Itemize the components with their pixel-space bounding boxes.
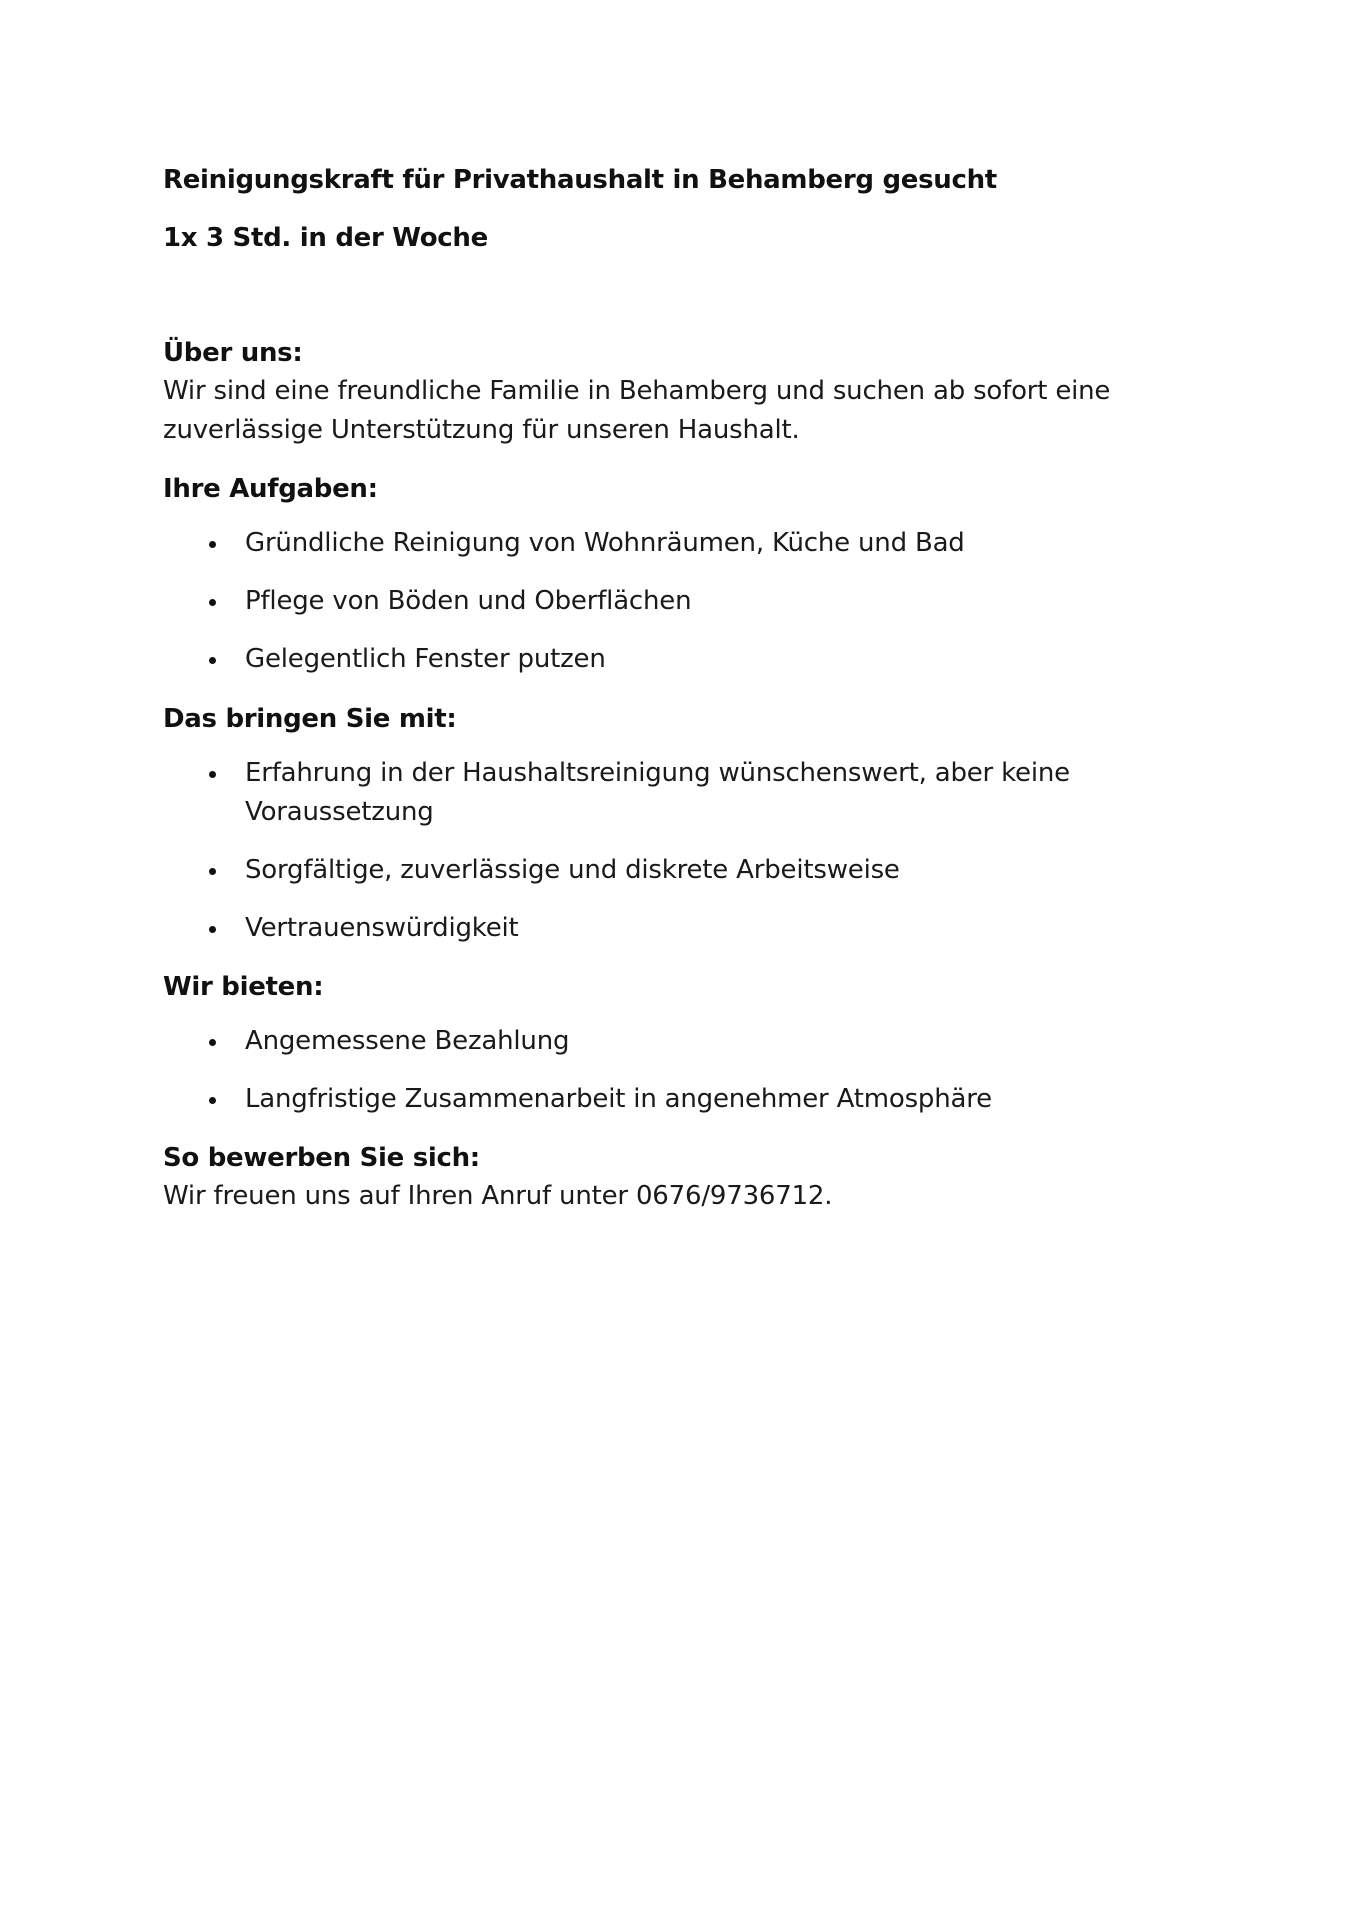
list-item-text: Erfahrung in der Haushaltsreinigung wünschenswert, aber keine bbox=[245, 758, 1070, 788]
bullet-icon bbox=[209, 541, 216, 548]
bullet-icon bbox=[209, 657, 216, 664]
list-item-text: Gründliche Reinigung von Wohnräumen, Küche und Bad bbox=[245, 528, 965, 558]
list-item-text: Vertrauenswürdigkeit bbox=[245, 913, 519, 943]
document-subtitle: 1x 3 Std. in der Woche bbox=[163, 223, 488, 253]
list-item bbox=[163, 1022, 1203, 1061]
list-item bbox=[163, 524, 1203, 563]
about-text-line: Wir sind eine freundliche Familie in Behamberg und suchen ab sofort eine bbox=[163, 376, 1111, 406]
document-title: Reinigungskraft für Privathaushalt in Behamberg gesucht bbox=[163, 165, 997, 195]
list-item bbox=[163, 851, 1203, 890]
bullet-icon bbox=[209, 1039, 216, 1046]
list-item-text: Pflege von Böden und Oberflächen bbox=[245, 586, 692, 616]
about-text bbox=[163, 372, 1203, 450]
offer-list bbox=[163, 1022, 1203, 1138]
list-item-text: Angemessene Bezahlung bbox=[245, 1026, 570, 1056]
list-item-text: Gelegentlich Fenster putzen bbox=[245, 644, 606, 674]
tasks-heading: Ihre Aufgaben: bbox=[163, 474, 378, 504]
bullet-icon bbox=[209, 771, 216, 778]
bullet-icon bbox=[209, 599, 216, 606]
list-item bbox=[163, 640, 1203, 679]
list-item bbox=[163, 582, 1203, 621]
list-item bbox=[163, 754, 1203, 832]
list-item bbox=[163, 1080, 1203, 1119]
bullet-icon bbox=[209, 926, 216, 933]
apply-heading: So bewerben Sie sich: bbox=[163, 1143, 480, 1173]
apply-text: Wir freuen uns auf Ihren Anruf unter 0676/9736712. bbox=[163, 1181, 833, 1211]
offer-heading: Wir bieten: bbox=[163, 972, 324, 1002]
list-item-text: Sorgfältige, zuverlässige und diskrete Arbeitsweise bbox=[245, 855, 900, 885]
tasks-list bbox=[163, 524, 1203, 698]
requirements-heading: Das bringen Sie mit: bbox=[163, 704, 457, 734]
requirements-list bbox=[163, 754, 1203, 967]
bullet-icon bbox=[209, 868, 216, 875]
list-item-text: Voraussetzung bbox=[245, 797, 434, 827]
bullet-icon bbox=[209, 1097, 216, 1104]
list-item bbox=[163, 909, 1203, 948]
about-text-line: zuverlässige Unterstützung für unseren Haushalt. bbox=[163, 415, 800, 445]
list-item-text: Langfristige Zusammenarbeit in angenehmer Atmosphäre bbox=[245, 1084, 992, 1114]
about-heading: Über uns: bbox=[163, 338, 303, 368]
